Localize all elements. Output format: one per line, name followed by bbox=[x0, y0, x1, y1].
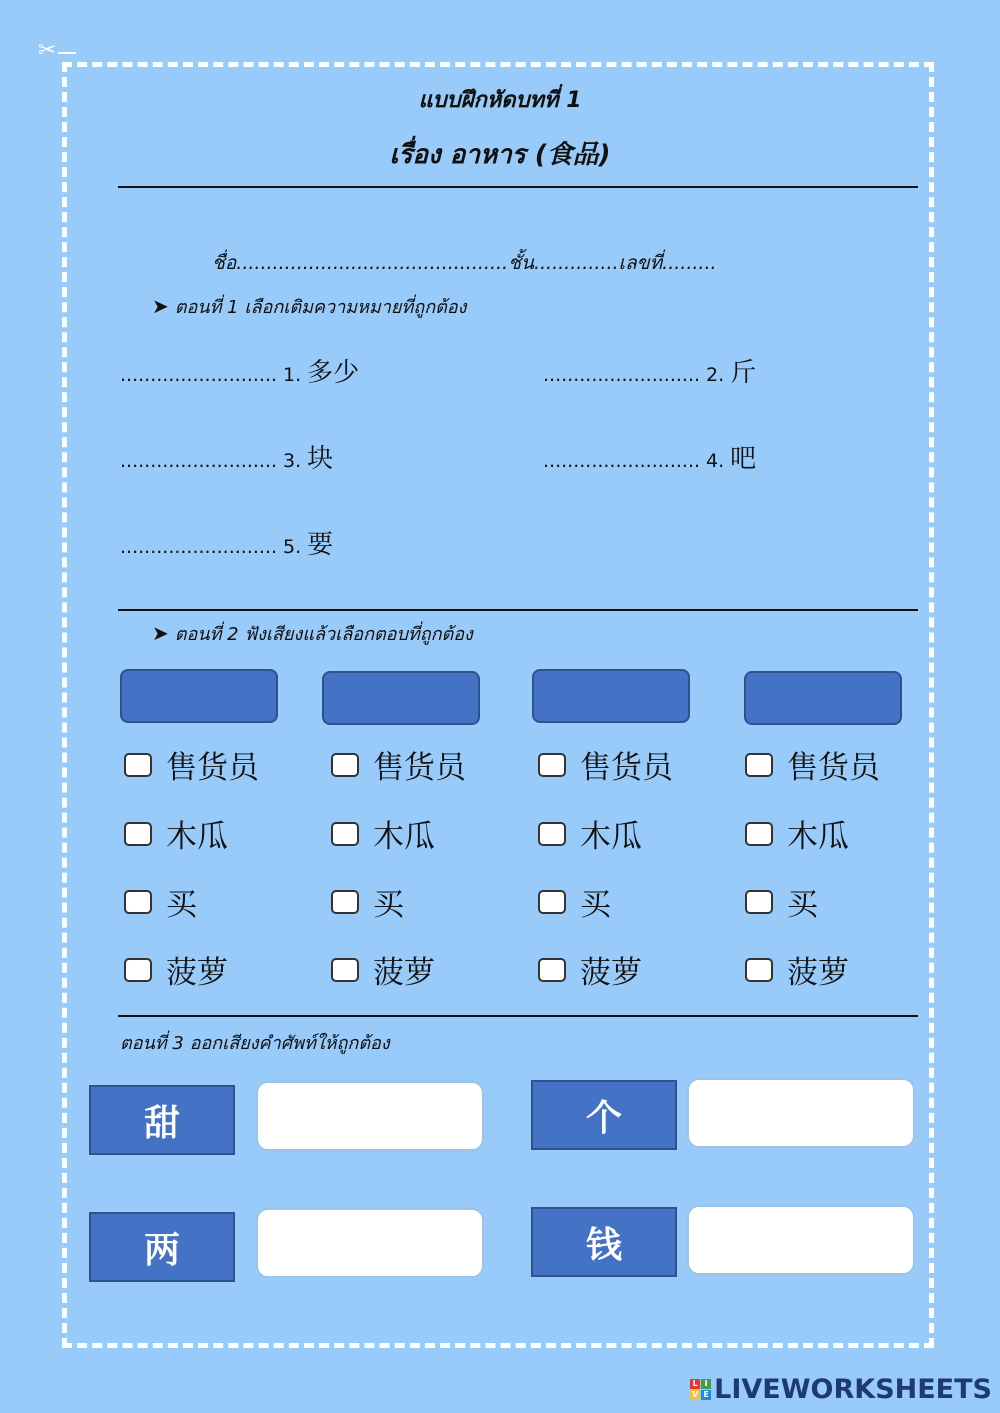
arrow-bullet-icon: ➤ bbox=[152, 294, 169, 318]
option-item[interactable] bbox=[745, 947, 849, 992]
checkbox[interactable] bbox=[745, 753, 773, 777]
item-word: 块 bbox=[307, 444, 334, 474]
scissors-icon: ✂ bbox=[38, 38, 57, 63]
option-item[interactable] bbox=[331, 879, 404, 924]
option-item[interactable] bbox=[331, 947, 435, 992]
liveworksheets-brand bbox=[690, 1374, 992, 1405]
logo-tile: L bbox=[690, 1379, 700, 1389]
student-info-line: ชื่อ.............................................ชั้น..............เลขที่......... bbox=[212, 252, 717, 274]
vocab-word: 个 bbox=[585, 1097, 622, 1139]
liveworksheets-logo-icon bbox=[690, 1379, 711, 1400]
checkbox[interactable] bbox=[124, 890, 152, 914]
part1-heading bbox=[152, 292, 466, 321]
option-label: 售货员 bbox=[580, 750, 673, 786]
divider bbox=[118, 1015, 918, 1017]
item-word: 多少 bbox=[307, 358, 360, 388]
cut-line bbox=[58, 52, 76, 54]
pronunciation-answer-box[interactable] bbox=[256, 1081, 484, 1151]
pronunciation-answer-box[interactable] bbox=[687, 1205, 915, 1275]
option-item[interactable] bbox=[538, 879, 611, 924]
answer-blank[interactable]: .......................... bbox=[120, 536, 278, 558]
item-word: 要 bbox=[307, 530, 334, 560]
checkbox[interactable] bbox=[538, 753, 566, 777]
answer-blank[interactable]: .......................... bbox=[120, 450, 278, 472]
logo-tile: I bbox=[701, 1379, 711, 1389]
option-label: 售货员 bbox=[787, 750, 880, 786]
divider bbox=[118, 609, 918, 611]
option-label: 木瓜 bbox=[166, 819, 228, 855]
part1-item[interactable] bbox=[543, 438, 756, 475]
item-number: 3. bbox=[283, 450, 302, 472]
worksheet-title: แบบฝึกหัดบทที่ 1 bbox=[418, 88, 582, 113]
part1-heading-text: ตอนที่ 1 เลือกเติมความหมายที่ถูกต้อง bbox=[174, 297, 467, 318]
part3-heading: ตอนที่ 3 ออกเสียงคำศัพท์ให้ถูกต้อง bbox=[120, 1033, 390, 1054]
option-item[interactable] bbox=[538, 742, 673, 787]
option-label: 买 bbox=[787, 887, 818, 923]
checkbox[interactable] bbox=[538, 890, 566, 914]
checkbox[interactable] bbox=[124, 753, 152, 777]
item-number: 5. bbox=[283, 536, 302, 558]
item-number: 4. bbox=[706, 450, 725, 472]
answer-blank[interactable]: .......................... bbox=[120, 364, 278, 386]
vocab-word-box[interactable] bbox=[89, 1212, 235, 1282]
pronunciation-answer-box[interactable] bbox=[256, 1208, 484, 1278]
item-word: 斤 bbox=[730, 358, 757, 388]
vocab-word-box[interactable] bbox=[531, 1080, 677, 1150]
option-label: 售货员 bbox=[373, 750, 466, 786]
checkbox[interactable] bbox=[124, 822, 152, 846]
item-number: 2. bbox=[706, 364, 725, 386]
part1-item[interactable] bbox=[543, 352, 756, 389]
vocab-word: 甜 bbox=[143, 1102, 180, 1144]
checkbox[interactable] bbox=[331, 958, 359, 982]
checkbox[interactable] bbox=[745, 822, 773, 846]
part1-item[interactable] bbox=[120, 438, 333, 475]
item-number: 1. bbox=[283, 364, 302, 386]
part1-item[interactable] bbox=[120, 352, 359, 389]
checkbox[interactable] bbox=[331, 753, 359, 777]
checkbox[interactable] bbox=[538, 822, 566, 846]
logo-tile: V bbox=[692, 1390, 699, 1399]
logo-tile: E bbox=[701, 1390, 711, 1400]
worksheet-subtitle: เรื่อง อาหาร (食品) bbox=[389, 140, 611, 170]
option-label: 菠萝 bbox=[580, 955, 642, 991]
option-label: 买 bbox=[373, 887, 404, 923]
option-label: 木瓜 bbox=[787, 819, 849, 855]
audio-play-button[interactable] bbox=[120, 669, 278, 723]
option-item[interactable] bbox=[745, 811, 849, 856]
option-item[interactable] bbox=[331, 742, 466, 787]
option-label: 菠萝 bbox=[787, 955, 849, 991]
option-label: 菠萝 bbox=[373, 955, 435, 991]
part2-heading bbox=[152, 619, 473, 648]
option-item[interactable] bbox=[745, 742, 880, 787]
option-label: 菠萝 bbox=[166, 955, 228, 991]
checkbox[interactable] bbox=[331, 822, 359, 846]
part1-item[interactable] bbox=[120, 524, 333, 561]
vocab-word: 两 bbox=[143, 1229, 180, 1271]
option-item[interactable] bbox=[745, 879, 818, 924]
option-label: 售货员 bbox=[166, 750, 259, 786]
option-item[interactable] bbox=[538, 947, 642, 992]
vocab-word-box[interactable] bbox=[531, 1207, 677, 1277]
option-item[interactable] bbox=[124, 811, 228, 856]
vocab-word-box[interactable] bbox=[89, 1085, 235, 1155]
brand-name: LIVEWORKSHEETS bbox=[714, 1374, 992, 1405]
option-item[interactable] bbox=[331, 811, 435, 856]
arrow-bullet-icon: ➤ bbox=[152, 621, 169, 645]
option-item[interactable] bbox=[124, 742, 259, 787]
audio-play-button[interactable] bbox=[744, 671, 902, 725]
checkbox[interactable] bbox=[745, 890, 773, 914]
option-item[interactable] bbox=[538, 811, 642, 856]
checkbox[interactable] bbox=[538, 958, 566, 982]
option-label: 买 bbox=[580, 887, 611, 923]
checkbox[interactable] bbox=[124, 958, 152, 982]
option-item[interactable] bbox=[124, 879, 197, 924]
answer-blank[interactable]: .......................... bbox=[543, 450, 701, 472]
checkbox[interactable] bbox=[331, 890, 359, 914]
audio-play-button[interactable] bbox=[532, 669, 690, 723]
audio-play-button[interactable] bbox=[322, 671, 480, 725]
answer-blank[interactable]: .......................... bbox=[543, 364, 701, 386]
option-label: 木瓜 bbox=[580, 819, 642, 855]
option-item[interactable] bbox=[124, 947, 228, 992]
checkbox[interactable] bbox=[745, 958, 773, 982]
divider bbox=[118, 186, 918, 188]
pronunciation-answer-box[interactable] bbox=[687, 1078, 915, 1148]
option-label: 买 bbox=[166, 887, 197, 923]
part2-heading-text: ตอนที่ 2 ฟังเสียงแล้วเลือกตอบที่ถูกต้อง bbox=[174, 624, 473, 645]
item-word: 吧 bbox=[730, 444, 757, 474]
vocab-word: 钱 bbox=[585, 1224, 622, 1266]
option-label: 木瓜 bbox=[373, 819, 435, 855]
